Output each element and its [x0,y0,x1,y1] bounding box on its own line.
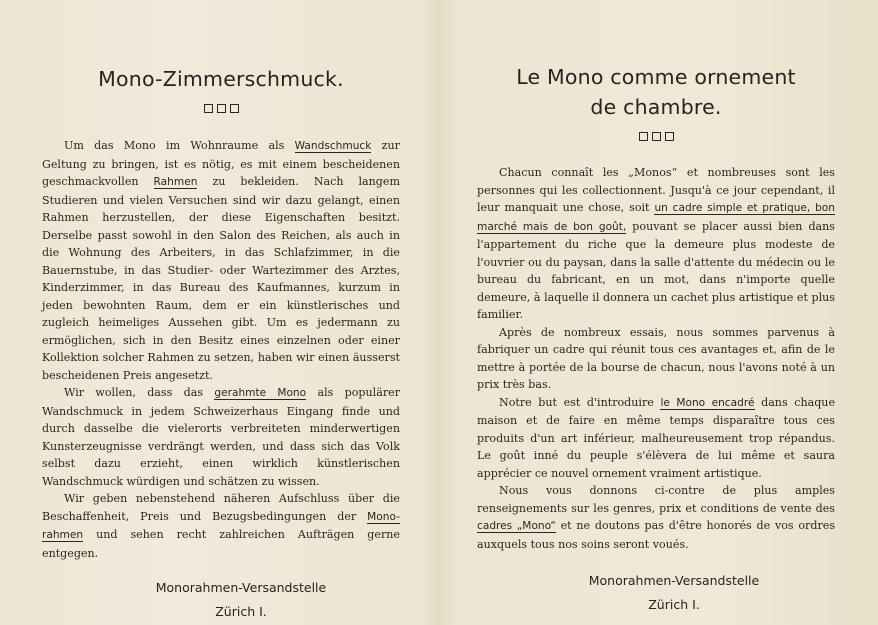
french-column [477,0,835,617]
highlight-mono-encadre: le Mono encadré [660,396,755,409]
french-paragraph-1 [477,164,835,324]
french-title [477,62,835,122]
text-run: als populärer Wandschmuck in jedem Schweizerhaus Eingang finde und durch dasselbe die vielerorts verbreiteten minderwertigen Kunsterzeugnisse verdrängt werden, und dass sich das Volk selbst dazu erzieht, einen wirklich künstlerischen Wandschmuck würdigen und schätzen zu wissen. [42,386,400,488]
german-paragraph-3 [42,490,400,562]
german-paragraph-1 [42,137,400,384]
highlight-rahmen: Rahmen [153,176,198,188]
text-run: zur Geltung zu bringen, ist es nötig, es mit einem bescheidenen geschmackvollen [42,139,400,188]
text-run: et ne doutons pas d'être honorés de vos ordres auxquels tous nos soins seront voués. [477,519,836,551]
french-signature [513,569,835,617]
signature-line-2: Zürich I. [215,604,267,619]
square-ornament-icon [230,104,239,113]
text-run: Chacun connaît les „Monos“ et nombreuses sont les personnes qui les collectionnent. Jusqu'à ce jour cependant, il leur manquait une chose, soit [477,166,835,214]
text-run: Nous vous donnons ci-contre de plus amples renseignements sur les genres, prix et conditions de vente des [477,484,835,515]
ornament-squares [42,104,400,116]
square-ornament-icon [652,132,661,141]
signature-line-1: Monorahmen-Versandstelle [588,573,760,588]
french-paragraph-2: Après de nombreux essais, nous sommes parvenus à fabriquer un cadre qui réunit tous ces avantages et, afin de le mettre à portée de la bourse de chacun, nous l'avons noté à un prix très bas. [477,325,835,391]
square-ornament-icon [665,132,674,141]
german-column [42,0,400,624]
text-run: Um das Mono im Wohnraume als [64,139,295,152]
german-title: Mono-Zimmerschmuck. [98,67,344,91]
german-paragraph-2 [42,384,400,490]
french-title-line-1: Le Mono comme ornement [516,65,796,89]
text-run: dans chaque maison et de faire en même temps disparaître tous ces produits d'un art inférieur, malheureusement trop répandus. Le goût inné du peuple s'élèvera de lui même et saura apprécier ce nouvel ornement vraiment artistique. [477,395,836,480]
text-run: und sehen recht zahlreichen Aufträgen gerne entgegen. [42,528,400,560]
highlight-wandschmuck: Wandschmuck [294,140,372,152]
german-signature [82,576,400,624]
square-ornament-icon [639,132,648,141]
text-run: pouvant se placer aussi bien dans l'appartement du riche que la demeure plus modeste de l'ouvrier ou du paysan, dans la salle d'attente du médecin ou le bureau du fabricant, en un mot, dans n'importe quelle demeure, à laquelle il donnera un cachet plus artistique et plus familier. [477,219,835,321]
square-ornament-icon [217,104,226,113]
text-run: zu bekleiden. Nach langem Studieren und vielen Versuchen sind wir dazu gelangt, einen Rahmen herzustellen, der diese Eigenschaften besitzt. Derselbe passt sowohl in den Salon des Reichen, als auch in die Wohnung des Arbeiters, in das Schlafzimmer, in die Bauernstube, in das Studier- oder Wartezimmer des Arztes, Kinderzimmer, in das Bureau des Kaufmannes, kurzum in jeden bewohnten Raum, dem er ein künstlerisches und zugleich heimeliges Aussehen gibt. Um es jedermann zu ermöglichen, sich in den Besitz eines einzelnen oder einer Kollektion solcher Rahmen zu setzen, haben wir einen äusserst bescheidenen Preis angesetzt. [42,175,400,382]
signature-line-2: Zürich I. [648,597,700,612]
highlight-cadre-simple: un cadre simple et pratique, bon marché mais de bon goût, [477,202,835,233]
french-paragraph-4 [477,482,835,553]
french-title-line-2: de chambre. [590,95,722,119]
square-ornament-icon [204,104,213,113]
signature-line-1: Monorahmen-Versandstelle [155,580,327,595]
french-body [477,164,835,553]
highlight-gerahmte-mono: gerahmte Mono [214,387,307,399]
highlight-cadres-mono: cadres „Mono“ [477,520,556,532]
text-run: Wir wollen, dass das [64,386,215,399]
ornament-squares [477,132,835,144]
german-body [42,137,400,562]
french-paragraph-3 [477,394,835,483]
text-run: Wir geben nebenstehend näheren Aufschluss über die Beschaffenheit, Preis und Bezugsbedingungen der [42,492,400,523]
highlight-monorahmen: Mono-rahmen [42,510,400,541]
text-run: Notre but est d'introduire [499,395,661,409]
